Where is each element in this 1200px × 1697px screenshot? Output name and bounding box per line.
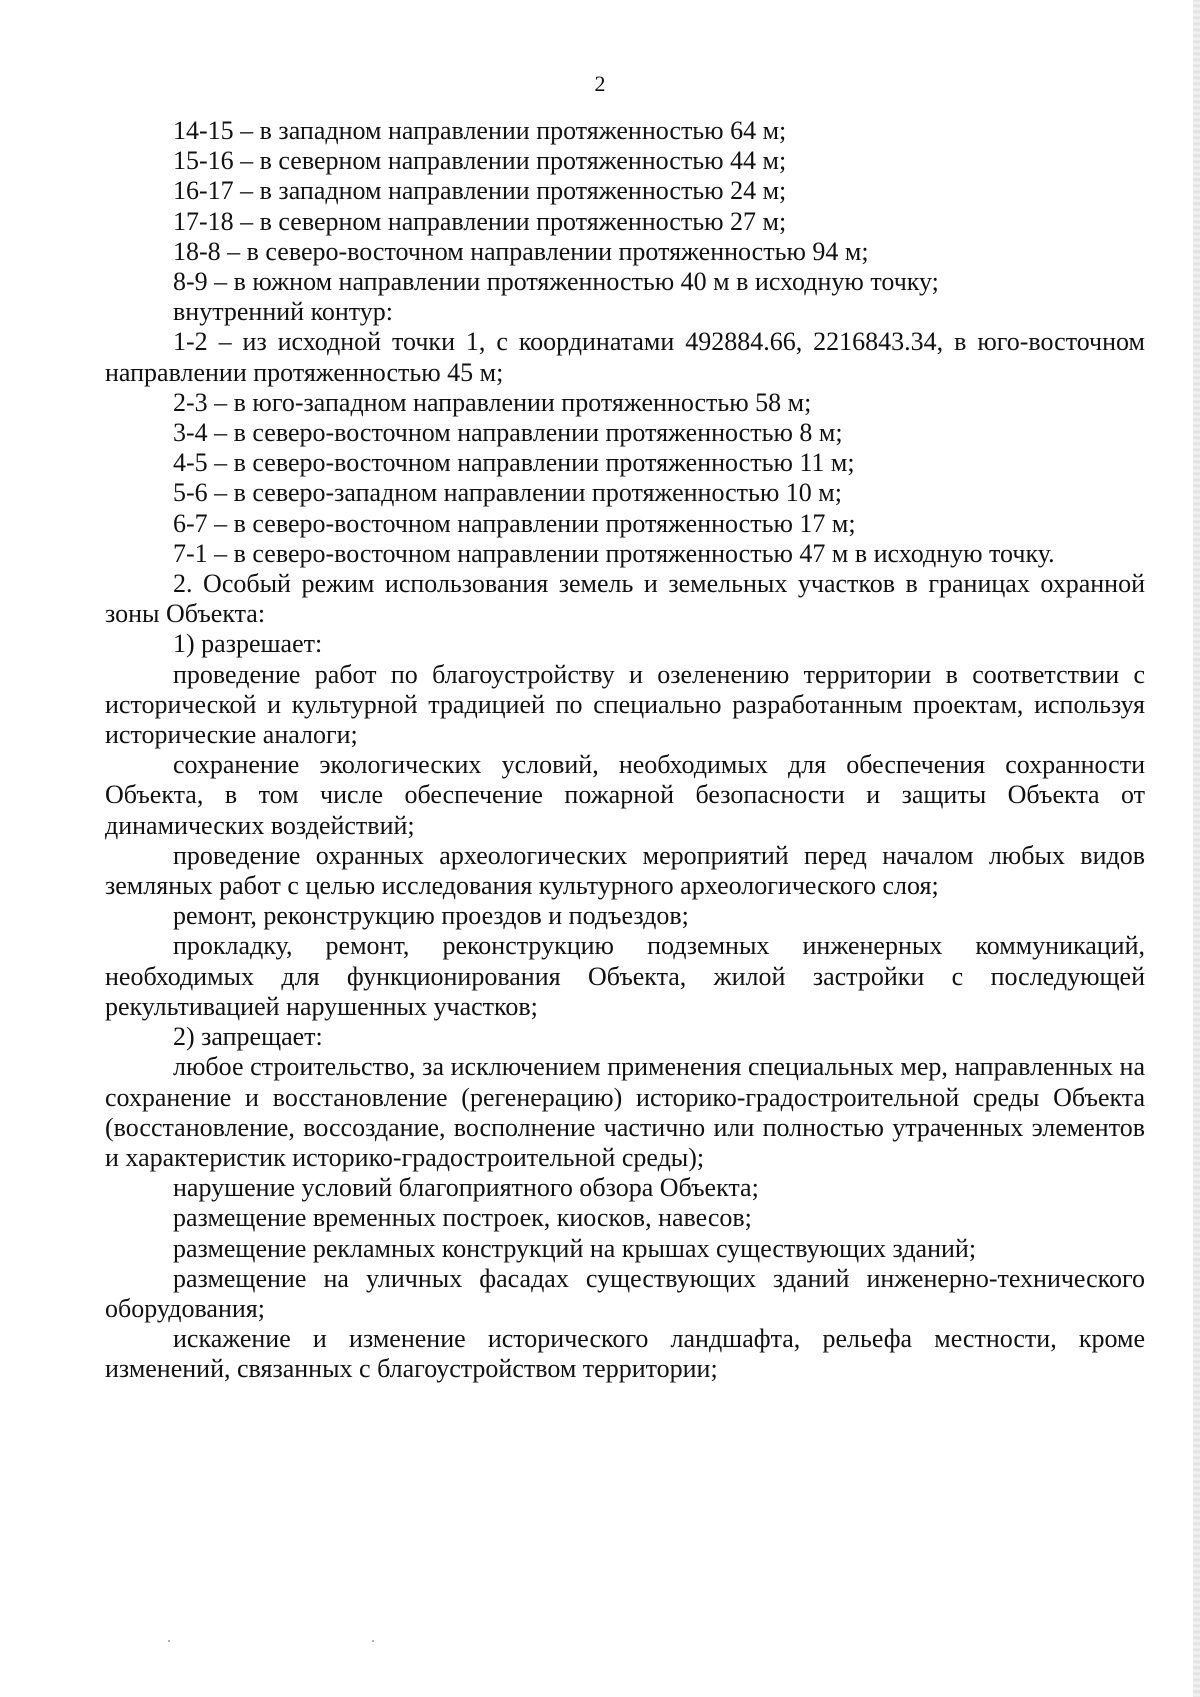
paragraph: ремонт, реконструкцию проездов и подъездов; [173, 901, 689, 931]
paragraph: внутренний контур: [173, 297, 394, 327]
paragraph: 1) разрешает: [173, 629, 323, 659]
paragraph: любое строительство, за исключением применения специальных мер, направленных на сохранение и восстановление (регенерацию) историко-градостроительной среды Объекта (восстановление, воссоздание, восполнение частично или полностью утраченных элементов и характеристик историко-градостроительной среды); [105, 1052, 1145, 1172]
paragraph: 1-2 – из исходной точки 1, с координатами 492884.66, 2216843.34, в юго-восточном направлении протяженностью 45 м; [105, 327, 1145, 387]
page-number: 2 [594, 71, 606, 96]
paragraph: 2-3 – в юго-западном направлении протяженностью 58 м; [173, 387, 812, 417]
paragraph: нарушение условий благоприятного обзора Объекта; [173, 1173, 759, 1203]
paragraph: искажение и изменение исторического ландшафта, рельефа местности, кроме изменений, связанных с благоустройством территории; [105, 1324, 1145, 1384]
paragraph: размещение на уличных фасадах существующих зданий инженерно-технического оборудования; [105, 1263, 1145, 1323]
paragraph: 14-15 – в западном направлении протяженностью 64 м; [173, 116, 787, 145]
scan-edge [1193, 0, 1200, 1697]
paragraph: проведение охранных археологических мероприятий перед началом любых видов земляных работ с целью исследования культурного археологического слоя; [105, 840, 1145, 901]
paragraph: 2) запрещает: [173, 1022, 323, 1052]
paragraph: проведение работ по благоустройству и озеленению территории в соответствии с исторической и культурной традицией по специально разработанным проектам, используя исторические аналоги; [105, 659, 1145, 750]
paragraph: 2. Особый режим использования земель и земельных участков в границах охранной зоны Объекта: [105, 569, 1145, 629]
paragraph: сохранение экологических условий, необходимых для обеспечения сохранности Объекта, в том числе обеспечение пожарной безопасности и защиты Объекта от динамических воздействий; [105, 750, 1145, 840]
paragraph: 6-7 – в северо-восточном направлении протяженностью 17 м; [173, 508, 856, 538]
paragraph: 17-18 – в северном направлении протяженностью 27 м; [173, 206, 787, 236]
paragraph: 3-4 – в северо-восточном направлении протяженностью 8 м; [173, 418, 843, 448]
paragraph: размещение рекламных конструкций на крышах существующих зданий; [173, 1233, 977, 1263]
paragraph: 4-5 – в северо-восточном направлении протяженностью 11 м; [173, 448, 855, 478]
paragraph: размещение временных построек, киосков, навесов; [173, 1203, 752, 1233]
document-body [105, 116, 1145, 1385]
scan-speck [372, 1640, 374, 1642]
paragraph: 18-8 – в северо-восточном направлении протяженностью 94 м; [173, 236, 869, 266]
paragraph: 7-1 – в северо-восточном направлении протяженностью 47 м в исходную точку. [173, 538, 1055, 568]
paragraph: 8-9 – в южном направлении протяженностью 40 м в исходную точку; [173, 267, 939, 297]
paragraph: 5-6 – в северо-западном направлении протяженностью 10 м; [173, 478, 842, 508]
scan-speck [168, 1640, 170, 1642]
paragraph: 15-16 – в северном направлении протяженностью 44 м; [173, 146, 787, 176]
paragraph: 16-17 – в западном направлении протяженностью 24 м; [173, 176, 787, 206]
paragraph: прокладку, ремонт, реконструкцию подземных инженерных коммуникаций, необходимых для функционирования Объекта, жилой застройки с последующей рекультивацией нарушенных участков; [105, 931, 1145, 1021]
